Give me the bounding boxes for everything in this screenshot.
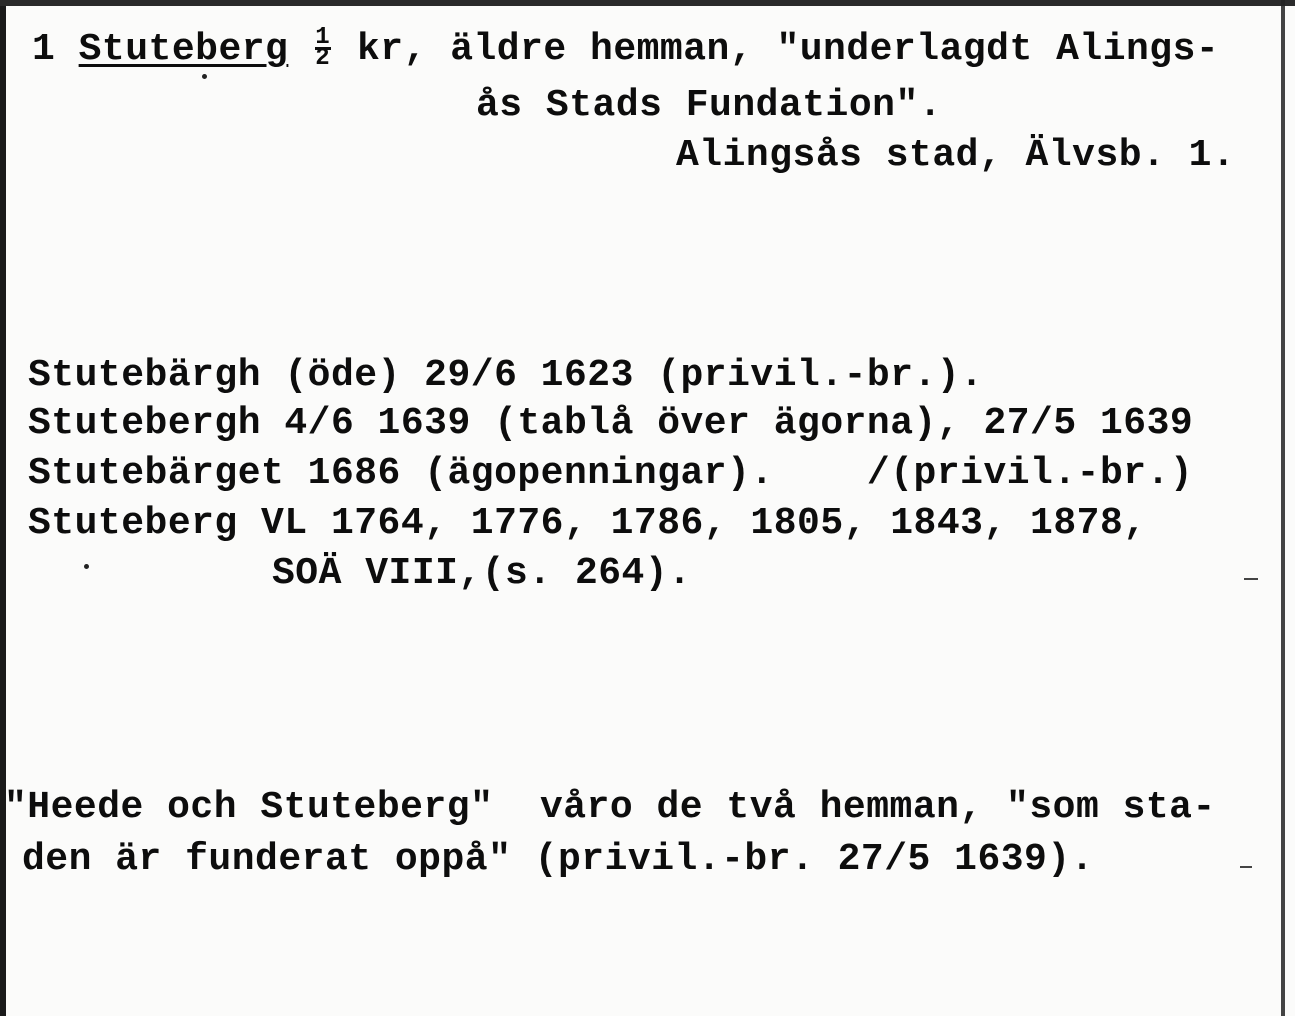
entry-number: 1 bbox=[32, 28, 56, 71]
stray-dot bbox=[202, 74, 207, 79]
fraction-denominator: 2 bbox=[315, 45, 331, 73]
form-line-3: Stutebärget 1686 (ägopenningar). /(privil.-br.) bbox=[28, 452, 1194, 495]
form-line-4: Stuteberg VL 1764, 1776, 1786, 1805, 1843, 1878, bbox=[28, 502, 1147, 545]
card-top-edge bbox=[0, 0, 1295, 6]
header-line-3: Alingsås stad, Älvsb. 1. bbox=[676, 134, 1236, 177]
header-line-1 bbox=[32, 24, 1220, 73]
form-line-5: SOÄ VIII,(s. 264). bbox=[272, 552, 692, 595]
fraction-numerator: 1 bbox=[315, 24, 331, 52]
header-line-2: ås Stads Fundation". bbox=[476, 84, 943, 127]
form-line-1: Stutebärgh (öde) 29/6 1623 (privil.-br.). bbox=[28, 354, 984, 397]
card-left-edge bbox=[0, 0, 6, 1016]
fraction bbox=[312, 24, 334, 73]
stray-dash bbox=[1244, 578, 1258, 580]
header-description: kr, äldre hemman, "underlagdt Alings- bbox=[356, 28, 1220, 71]
card-right-edge bbox=[1281, 0, 1285, 1016]
form-line-2: Stutebergh 4/6 1639 (tablå över ägorna), 27/5 1639 bbox=[28, 402, 1194, 445]
place-name: Stuteberg bbox=[78, 28, 289, 71]
stray-dash bbox=[1240, 866, 1252, 868]
note-line-2: den är funderat oppå" (privil.-br. 27/5 1639). bbox=[22, 838, 1094, 881]
note-line-1: "Heede och Stuteberg" våro de två hemman, "som sta- bbox=[4, 786, 1216, 829]
stray-dot bbox=[84, 564, 89, 569]
